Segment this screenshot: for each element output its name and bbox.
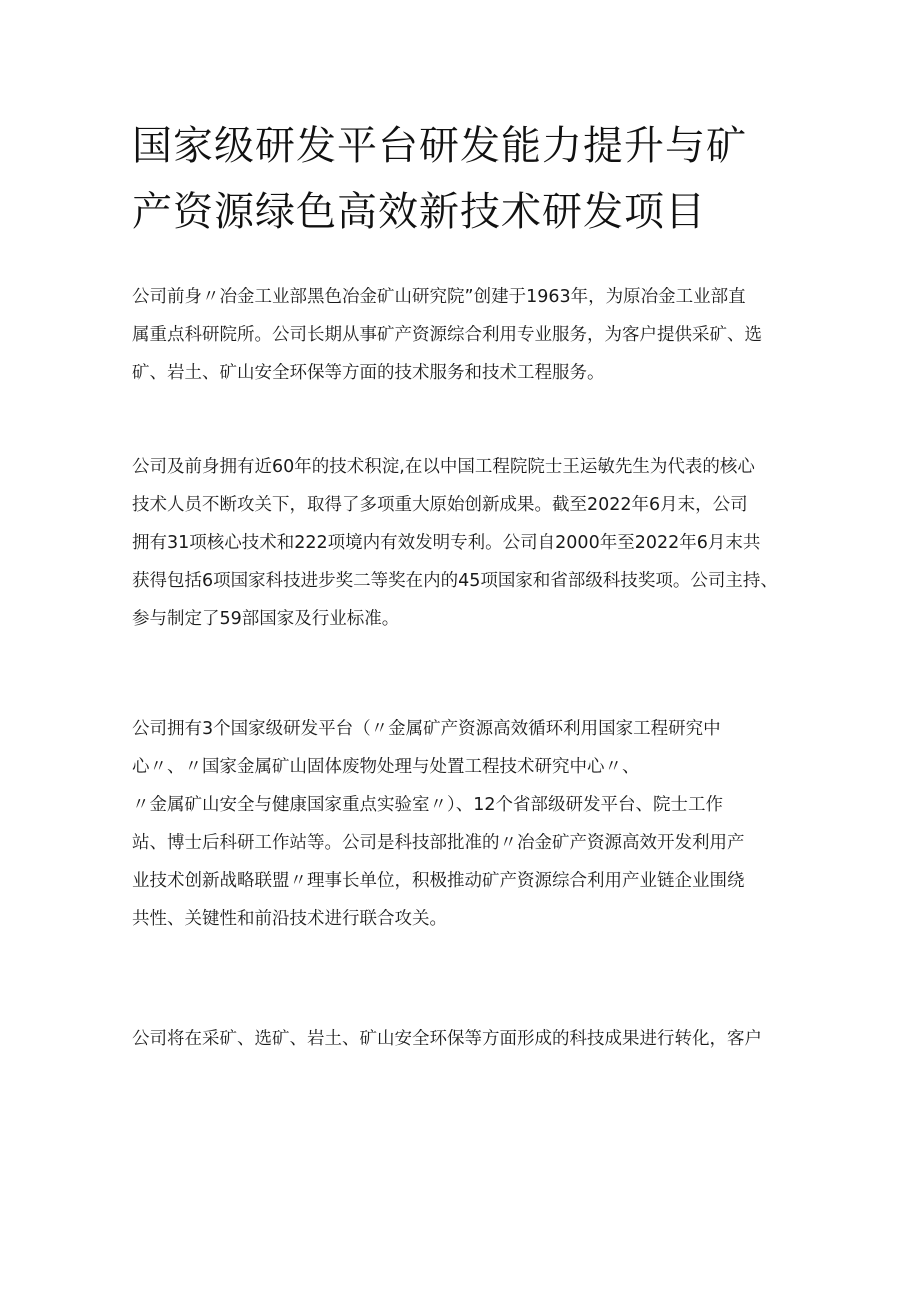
text-line: 心〃、〃国家金属矿山固体废物处理与处置工程技术研究中心〃、: [132, 757, 640, 777]
text-line: 公司拥有3个国家级研发平台（〃金属矿产资源高效循环利用国家工程研究中: [132, 719, 721, 739]
title-line: 产资源绿色高效新技术研发项目: [132, 189, 706, 235]
paragraph-tech-transfer: [132, 1020, 792, 1058]
paragraph-technical-achievements: [132, 448, 792, 638]
text-line: 技术人员不断攻关下，取得了多项重大原始创新成果。截至2022年6月末，公司: [132, 495, 748, 515]
text-line: 公司将在采矿、选矿、岩土、矿山安全环保等方面形成的科技成果进行转化，客户: [132, 1029, 762, 1049]
text-line: 共性、关键性和前沿技术进行联合攻关。: [132, 909, 447, 929]
text-line: 拥有31项核心技术和222项境内有效发明专利。公司自2000年至2022年6月末共: [132, 533, 761, 553]
text-line: 参与制定了59部国家及行业标准。: [132, 609, 400, 629]
text-line: 公司前身〃冶金工业部黑色冶金矿山研究院”创建于1963年，为原冶金工业部直: [132, 287, 746, 307]
text-line: 公司及前身拥有近60年的技术积淀,在以中国工程院院士王运敏先生为代表的核心: [132, 457, 755, 477]
text-line: 矿、岩土、矿山安全环保等方面的技术服务和技术工程服务。: [132, 363, 605, 383]
text-line: 站、博士后科研工作站等。公司是科技部批准的〃冶金矿产资源高效开发利用产: [132, 833, 745, 853]
title-line: 国家级研发平台研发能力提升与矿: [132, 123, 747, 169]
text-line: 业技术创新战略联盟〃理事长单位，积极推动矿产资源综合利用产业链企业围绕: [132, 871, 745, 891]
text-line: 获得包括6项国家科技进步奖二等奖在内的45项国家和省部级科技奖项。公司主持、: [132, 571, 778, 591]
paragraph-company-history: [132, 278, 792, 392]
document-title: [132, 113, 792, 245]
text-line: 〃金属矿山安全与健康国家重点实验室〃）、12个省部级研发平台、院士工作: [132, 795, 724, 815]
text-line: 属重点科研院所。公司长期从事矿产资源综合利用专业服务，为客户提供采矿、选: [132, 325, 762, 345]
paragraph-research-platforms: [132, 710, 792, 938]
